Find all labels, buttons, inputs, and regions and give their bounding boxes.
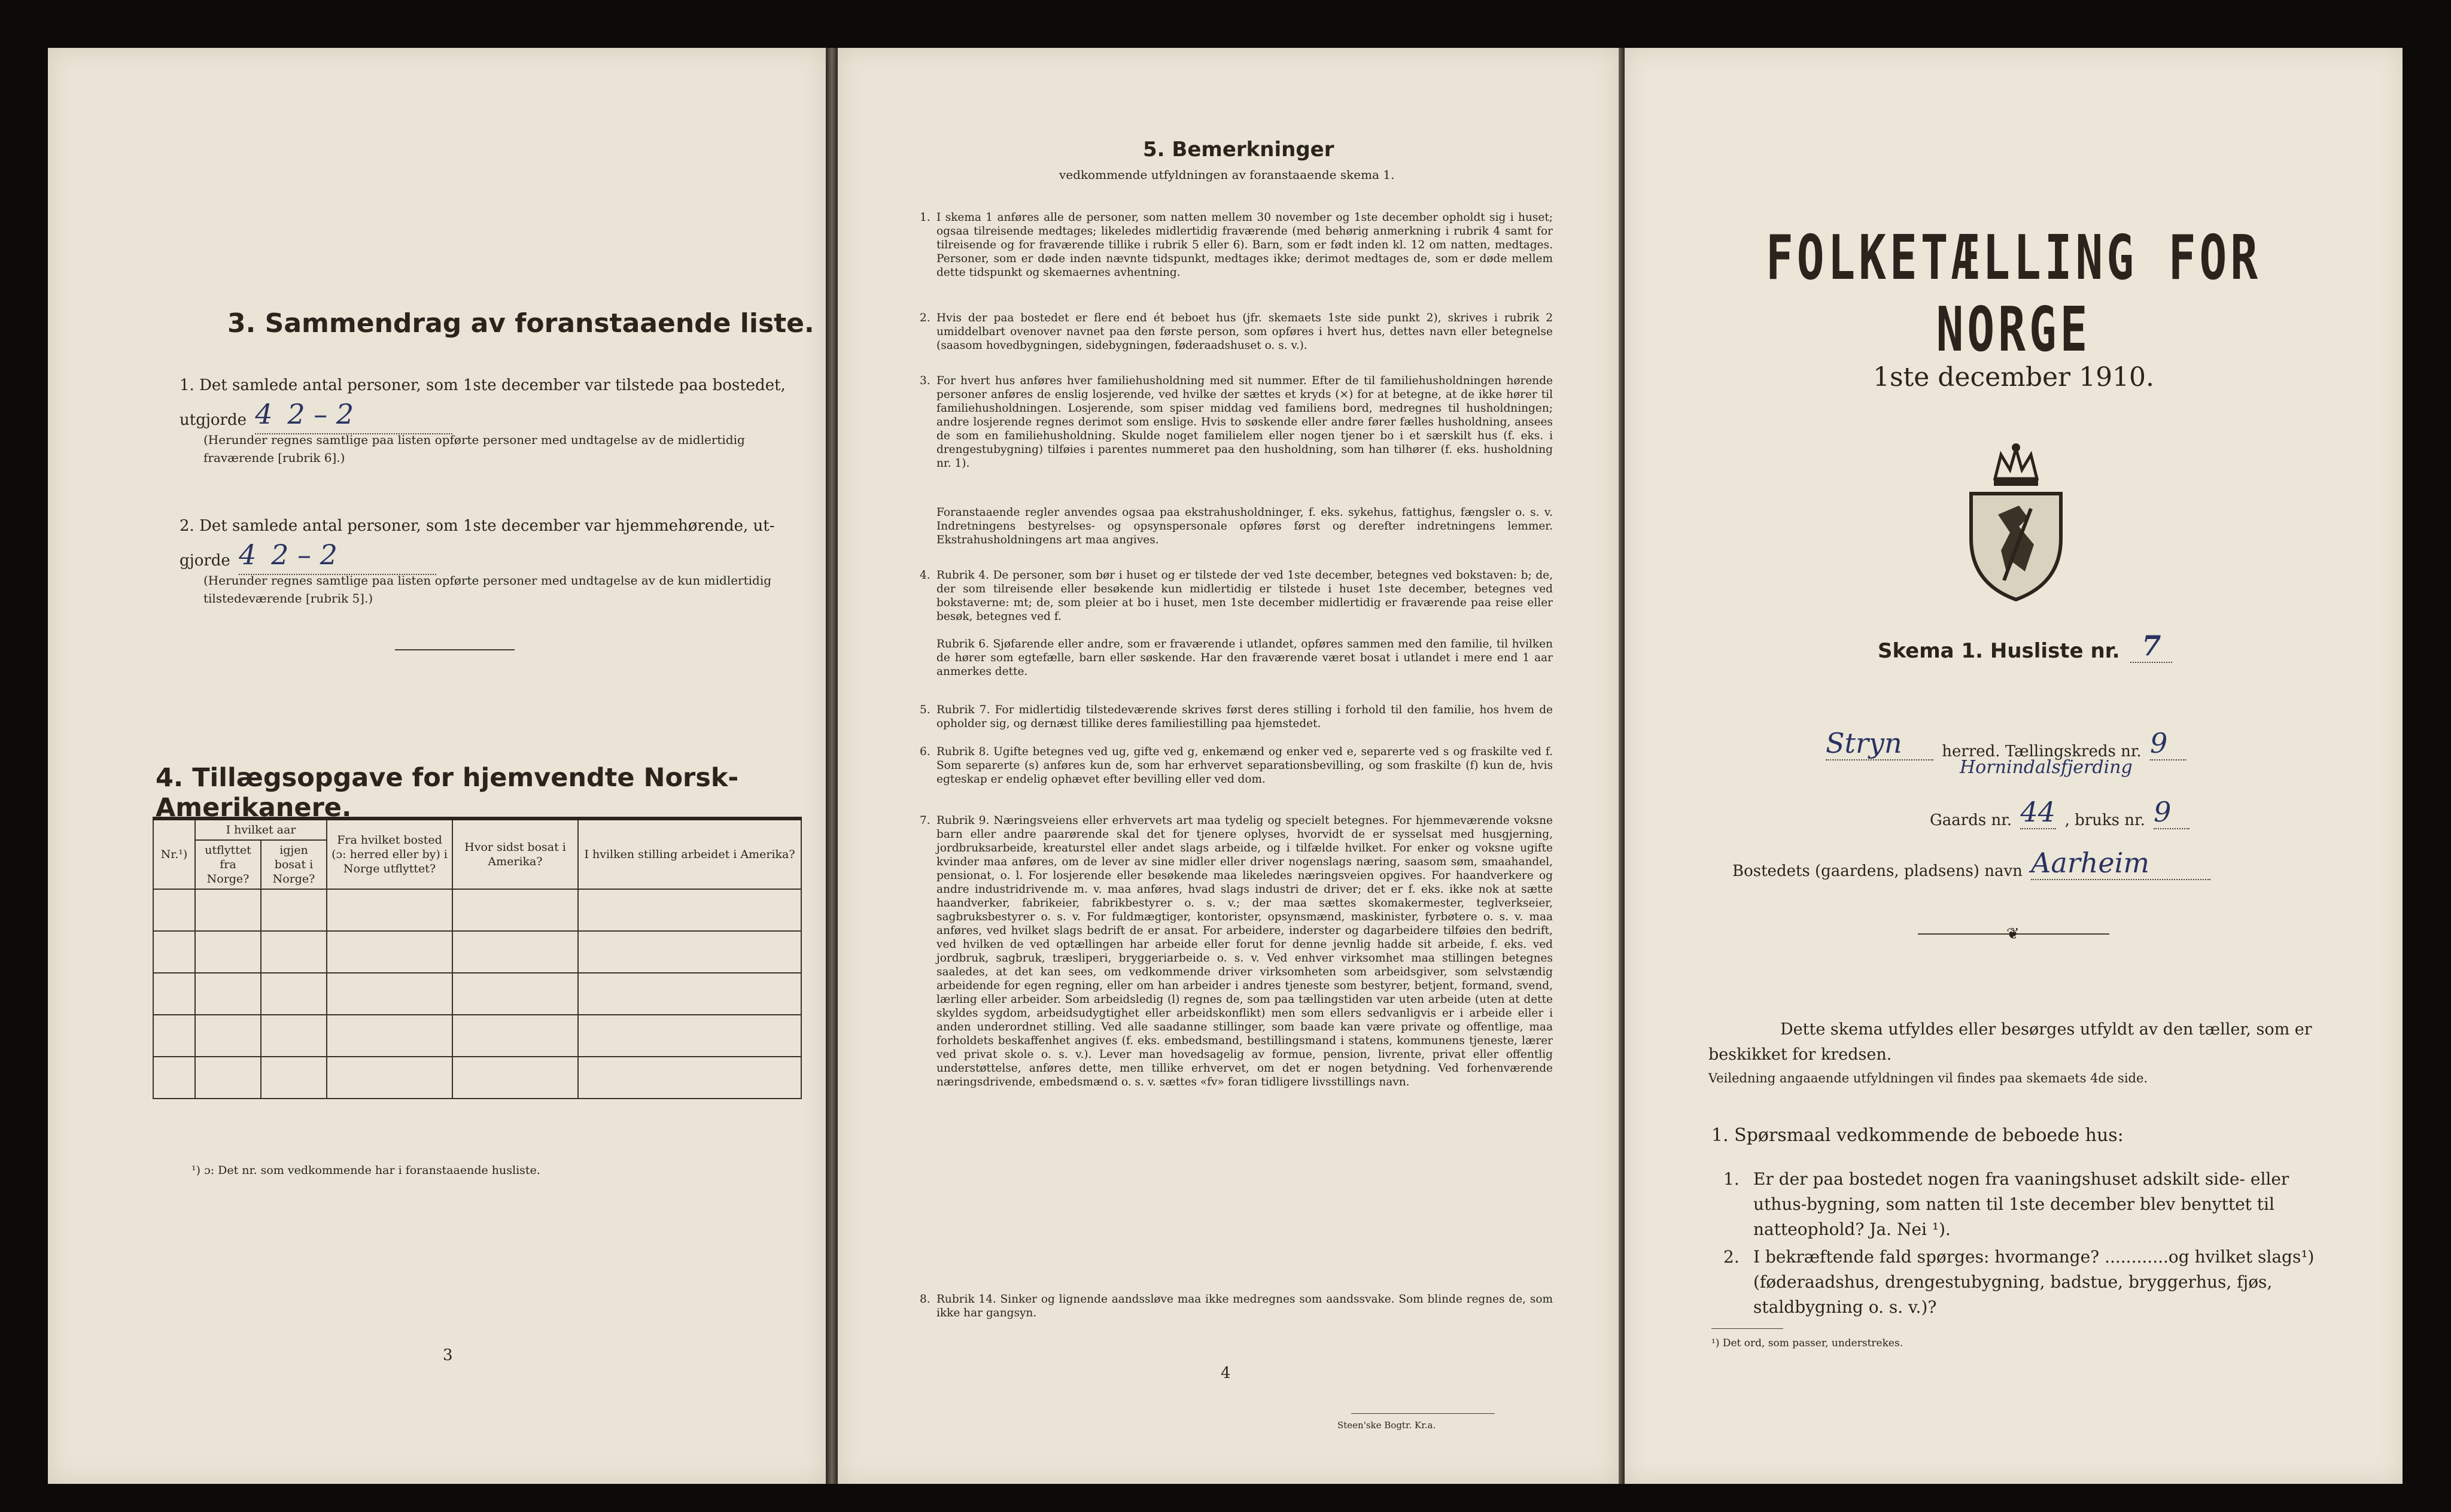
question-2-text: I bekræftende fald spørges: hvormange? ............og hvilket slags¹) (føderaadshus, drengestubygning, badstue, bryggerhus, fjøs, staldbygning o. s. v.)?: [1753, 1247, 2315, 1317]
col-returned: igjen bosat i Norge?: [261, 840, 327, 889]
kreds-name-value: Hornindalsfjerding: [1960, 757, 2133, 778]
remark-2: 2. Hvis der paa bostedet er flere end ét beboet hus (jfr. skemaets 1ste side punkt 2), skrives i rubrik 2 umiddelbart ovenover navnet paa den første person, som opføres i hvert hus, dettes navn eller betegnelse (saasom hovedbygningen, sidebygningen, føderaadshuset o. s. v.).: [920, 312, 1553, 352]
remark-8: 8. Rubrik 14. Sinker og lignende aandssløve maa ikke medregnes som aandssvake. Som blinde regnes de, som ikke har gangsyn.: [920, 1293, 1553, 1319]
bosted-value: Aarheim: [2031, 847, 2149, 879]
norway-coat-of-arms-icon: [1959, 443, 2073, 607]
page-3: [48, 48, 826, 1484]
printer-imprint: Steen'ske Bogtr. Kr.a.: [1337, 1420, 1436, 1431]
page-number: 4: [1221, 1364, 1231, 1382]
bosted-label: Bostedets (gaardens, pladsens) navn: [1732, 862, 2023, 880]
col-nr: Nr.¹): [153, 819, 195, 889]
table-row: [153, 1015, 801, 1057]
summary-item-2: [180, 512, 802, 575]
col-group-year: I hvilket aar: [195, 819, 327, 840]
cover-page: [1625, 48, 2403, 1484]
summary-item-1: [180, 371, 802, 434]
summary-item-2-text: 2. Det samlede antal personer, som 1ste december var hjemmehørende, ut-: [180, 517, 775, 535]
bosted-row: [1732, 847, 2214, 880]
page-4: [838, 48, 1619, 1484]
table-row: [153, 889, 801, 931]
gaards-label: Gaards nr.: [1930, 811, 2012, 829]
norsk-amerikanere-table: [153, 817, 802, 1099]
resident-count-field: [239, 540, 436, 575]
herred-row: [1822, 727, 2190, 760]
kreds-label: Tællingskreds nr.: [2005, 743, 2142, 760]
binding-gutter-left: [826, 48, 838, 1484]
herred-label: herred.: [1942, 743, 2000, 760]
present-count-value: 4: [255, 398, 273, 430]
present-count-extra: 2 – 2: [287, 398, 354, 430]
ornament-icon: ❦: [2006, 925, 2020, 943]
bruks-label: , bruks nr.: [2064, 811, 2145, 829]
table-footnote: ¹) ɔ: Det nr. som vedkommende har i foranstaaende husliste.: [191, 1164, 540, 1177]
remark-3: 3. For hvert hus anføres hver familiehusholdning med sit nummer. Efter de til familiehusholdningen hørende personer anføres de enslig losjerende, ved hvilke der sættes et kryds (×) for at betegne, at de ikke hører til familiehusholdningen. Losjerende, som spiser middag ved familiens bord, medregnes til husholdningen; andre losjerende regnes derimot som enslige. Hvis to søskende eller andre fører fælles husholdning, ansees de som en familiehusholdning. Skulde noget familielem eller nogen tjener bo i et særskilt hus (f. eks. i drengestubygning) tilføies i parentes nummeret paa den husholdning, som han tilhører (f. eks. husholdning nr. 1).: [920, 375, 1553, 470]
section-4-title: 4. Tillægsopgave for hjemvendte Norsk-Amerikanere.: [156, 763, 739, 823]
summary-item-2-note: (Herunder regnes samtlige paa listen opførte personer med undtagelse av de kun midlertidig tilstedeværende [rubrik 5].): [203, 573, 772, 606]
table-row: [153, 973, 801, 1015]
remark-5: 5. Rubrik 7. For midlertidig tilstedeværende skrives først deres stilling i forhold til den familie, hos hvem de opholder sig, og dernæst tillike deres familiestilling paa hjemstedet.: [920, 704, 1553, 730]
intro-text: Dette skema utfyldes eller besørges utfyldt av den tæller, som er beskikket for kredsen.: [1708, 1020, 2312, 1064]
remark-1: 1. I skema 1 anføres alle de personer, som natten mellem 30 november og 1ste december opholdt sig i huset; ogsaa tilreisende medtages; likeledes midlertidig fraværende (med behørig anmerkning i rubrik 4 samt for tilreisende og for fraværende tillike i rubrik 5 eller 6). Barn, som er født inden kl. 12 om natten, medtages. Personer, som er døde inden nævnte tidspunkt, medtages ikke; derimot medtages de, som er døde mellem dette tidspunkt og skemaernes avhentning.: [920, 211, 1553, 279]
bruks-value: 9: [2154, 796, 2172, 828]
gaards-value: 44: [2020, 796, 2055, 828]
section-3-title: 3. Sammendrag av foranstaaende liste.: [227, 308, 814, 339]
question-1: 1. Er der paa bostedet nogen fra vaaningshuset adskilt side- eller uthus-bygning, som natten til 1ste december blev benyttet til natteophold? Ja. Nei ¹).: [1723, 1167, 2334, 1242]
col-from-place: Fra hvilket bosted (ɔ: herred eller by) i Norge utflyttet?: [327, 819, 452, 889]
gaards-row: [1930, 796, 2193, 829]
col-emigrated: utflyttet fra Norge?: [195, 840, 261, 889]
table-row: [153, 931, 801, 973]
remark-6: 6. Rubrik 8. Ugifte betegnes ved ug, gifte ved g, enkemænd og enker ved e, separerte ved s og fraskilte ved f. Som separerte (s) anføres kun de, som har erhvervet separationsbevilling, og som fraskilte (f) kun de, hvis egteskap er endelig ophævet efter bevilling eller ved dom.: [920, 746, 1553, 786]
kreds-name-row: [1960, 757, 2133, 778]
table-row: [153, 1057, 801, 1099]
section-5-title: 5. Bemerkninger: [1143, 138, 1334, 162]
summary-item-1-text: 1. Det samlede antal personer, som 1ste december var tilstede paa bostedet,: [180, 376, 786, 394]
kreds-value: 9: [2149, 727, 2168, 759]
col-occupation-america: I hvilken stilling arbeidet i Amerika?: [578, 819, 801, 889]
footnote-rule: [1711, 1328, 1783, 1329]
remark-4b: Rubrik 6. Sjøfarende eller andre, som er fraværende i utlandet, opføres sammen med den familie, til hvilken de hører som egtefælle, barn eller søskende. Har den fraværende været bosat i utlandet i mere end 1 aar anmerkes dette.: [936, 638, 1553, 678]
resident-count-value: 4: [239, 539, 257, 571]
remark-3b: Foranstaaende regler anvendes ogsaa paa ekstrahusholdninger, f. eks. sykehus, fattighus, fængsler o. s. v. Indretningens bestyrelses- og opsynspersonale opføres først og derefter indretningens lemmer. Ekstrahusholdningens art maa angives.: [936, 506, 1553, 546]
present-count-field: [255, 400, 452, 434]
page-number: 3: [443, 1346, 453, 1364]
gjorde-label: gjorde: [180, 552, 230, 570]
cover-footnote: ¹) Det ord, som passer, understrekes.: [1711, 1337, 1903, 1349]
section-5-subtitle: vedkommende utfyldningen av foranstaaende skema 1.: [1059, 168, 1395, 182]
question-1-text: Er der paa bostedet nogen fra vaaningshuset adskilt side- eller uthus-bygning, som natten til 1ste december blev benyttet til natteophold? Ja. Nei ¹).: [1753, 1169, 2289, 1239]
census-title: FOLKETÆLLING FOR NORGE: [1765, 221, 2262, 366]
intro-guidance: Veiledning angaaende utfyldningen vil findes paa skemaets 4de side.: [1708, 1071, 2148, 1085]
col-last-place-america: Hvor sidst bosat i Amerika?: [452, 819, 578, 889]
question-2: 2. I bekræftende fald spørges: hvormange? ............og hvilket slags¹) (føderaadshus, drengestubygning, badstue, bryggerhus, fjøs, staldbygning o. s. v.)?: [1723, 1245, 2334, 1320]
utgjorde-label: utgjorde: [180, 411, 247, 429]
skema-header: [1878, 629, 2176, 663]
remark-7: 7. Rubrik 9. Næringsveiens eller erhvervets art maa tydelig og specielt betegnes. For hjemmeværende voksne barn eller andre paarørende skal det for tjenere oplyses, hvorvidt de er sysselsat med husgjerning, jordbruksarbeide, kreaturstel eller andet slags arbeide, og i tilfælde hvilket. For enker og voksne ugifte kvinder maa anføres, om de lever av sine midler eller driver nogenslags næring, saasom søm, smaahandel, pensionat, o. l. For losjerende eller besøkende maa likeledes næringsveien opgives. For haandverkere og andre industridrivende m. v. maa anføres, hvad slags industri de driver; det er f. eks. ikke nok at sætte haandverker, fabrikeier, fabrikbestyrer o. s. v.; der maa sættes skomakermester, teglverkseier, sagbruksbestyrer o. s. v. For fuldmægtiger, kontorister, opsynsmænd, maskinister, fyrbøtere o. s. v. maa anføres, ved hvilket slags bedrift de er ansat. For arbeidere, inderster og dagarbeidere tilføies den bedrift, ved hvilken de ved optællingen har arbeide eller forut for denne jevnlig hadde sit arbeide, f. eks. ved jordbruk, sagbruk, træsliperi, bryggeriarbeide o. s. v. Ved enhver virksomhet maa stillingen betegnes saaledes, at det kan sees, om vedkommende driver virksomheten som arbeidsgiver, som selvstændig arbeidende for egen regning, eller om han arbeider i andres tjeneste som bestyrer, betjent, formand, svend, lærling eller arbeider. Som arbeidsledig (l) regnes de, som paa tællingstiden var uten arbeide (uten at dette skyldes sygdom, arbeidsudygtighet eller arbeidskonflikt) men som ellers sedvanligvis er i arbeide eller i anden underordnet stilling. Ved alle saadanne stillinger, som baade kan være private og offentlige, maa forholdets beskaffenhet angives (f. eks. embedsmand, bestillingsmand i statens, kommunens tjeneste, lærer ved privat skole o. s. v.). Lever man hovedsagelig av formue, pension, livrente, privat eller offentlig understøttelse, anføres dette, men tillike erhvervet, om det er nogen betydning. Ved forhenværende næringsdrivende, embedsmænd o. s. v. sættes «fv» foran tidligere livsstillings navn.: [920, 814, 1553, 1088]
printer-rule: [1351, 1413, 1495, 1414]
skema-label: Skema 1. Husliste nr.: [1878, 639, 2120, 663]
question-heading: 1. Spørsmaal vedkommende de beboede hus:: [1711, 1125, 2124, 1146]
resident-count-extra: 2 – 2: [271, 539, 337, 571]
husliste-nr-value: 7: [2142, 629, 2161, 662]
summary-item-1-note: (Herunder regnes samtlige paa listen opførte personer med undtagelse av de midlertidig fraværende [rubrik 6].): [203, 433, 745, 465]
remark-4: 4. Rubrik 4. De personer, som bør i huset og er tilstede der ved 1ste december, betegnes ved bokstaven: b; de, der som tilreisende eller besøkende kun midlertidig er tilstede i huset 1ste december, betegnes ved bokstaverne: mt; de, som pleier at bo i huset, men 1ste december midlertidig er fraværende paa reise eller besøk, betegnes ved f.: [920, 569, 1553, 623]
herred-value: Stryn: [1826, 727, 1902, 759]
census-date: 1ste december 1910.: [1872, 362, 2155, 393]
separator-rule: [395, 649, 515, 650]
